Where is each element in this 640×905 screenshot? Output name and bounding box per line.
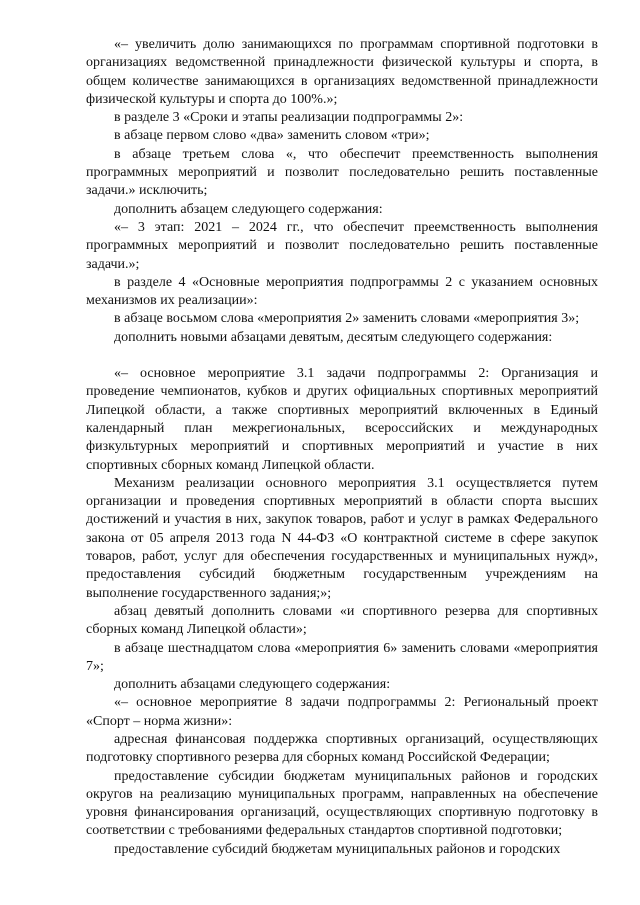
paragraph-17: предоставление субсидии бюджетам муниципальных районов и городских округов на реализацию муниципальных программ, направленных на обеспечение уровня финансирования организаций, осуществляющих спортивную подготовку в соответствии с требованиями федеральных стандартов спортивной подготовки; bbox=[86, 768, 598, 839]
paragraph-6: «– 3 этап: 2021 – 2024 гг., что обеспечит преемственность выполнения программных мероприятий и позволит последовательно решить поставленные задачи.»; bbox=[86, 219, 598, 272]
paragraph-12: абзац девятый дополнить словами «и спортивного резерва для спортивных сборных команд Липецкой области»; bbox=[86, 603, 598, 638]
paragraph-7: в разделе 4 «Основные мероприятия подпрограммы 2 с указанием основных механизмов их реализации»: bbox=[86, 274, 598, 309]
paragraph-2: в разделе 3 «Сроки и этапы реализации подпрограммы 2»: bbox=[114, 110, 464, 126]
paragraph-16: адресная финансовая поддержка спортивных организаций, осуществляющих подготовку спортивного резерва для сборных команд Российской Федерации; bbox=[86, 731, 598, 766]
paragraph-13: в абзаце шестнадцатом слова «мероприятия 6» заменить словами «мероприятия 7»; bbox=[86, 640, 598, 674]
paragraph-3: в абзаце первом слово «два» заменить словом «три»; bbox=[114, 128, 430, 144]
paragraph-4: в абзаце третьем слова «, что обеспечит преемственность выполнения программных мероприятий и позволит последовательно решить поставленные задачи.» исключить; bbox=[86, 146, 598, 199]
paragraph-10: «– основное мероприятие 3.1 задачи подпрограммы 2: Организация и проведение чемпионатов, кубков и других официальных спортивных мероприятий Липецкой области, а также спортивных мероприятий включенных в Единый календарный план межрегиональных, всероссийских и международных физкультурных мероприятий и спортивных мероприятий и участие в них спортивных сборных команд Липецкой области. bbox=[86, 366, 598, 473]
paragraph-5: дополнить абзацем следующего содержания: bbox=[114, 201, 383, 217]
paragraph-1: «– увеличить долю занимающихся по программам спортивной подготовки в организациях ведомственной принадлежности физической культуры и спорта, в общем количестве занимающихся в организациях ведомственной принадлежности физической культуры и спорта до 100%.»; bbox=[86, 37, 598, 107]
paragraph-15: «– основное мероприятие 8 задачи подпрограммы 2: Региональный проект «Спорт – норма жизни»: bbox=[86, 695, 598, 729]
paragraph-9: дополнить новыми абзацами девятым, десятым следующего содержания: bbox=[114, 329, 553, 345]
paragraph-8: в абзаце восьмом слова «мероприятия 2» заменить словами «мероприятия 3»; bbox=[114, 311, 580, 327]
paragraph-14: дополнить абзацами следующего содержания: bbox=[114, 677, 391, 693]
paragraph-18: предоставление субсидий бюджетам муниципальных районов и городских bbox=[114, 841, 561, 857]
paragraph-11: Механизм реализации основного мероприятия 3.1 осуществляется путем организации и проведения спортивных мероприятий в области спорта высших достижений и участия в них, закупок товаров, работ и услуг в рамках Федерального закона от 05 апреля 2013 года N 44-ФЗ «О контрактной системе в сфере закупок товаров, работ, услуг для обеспечения государственных и муниципальных нужд», предоставления субсидий бюджетным государственным учреждениям на выполнение государственного задания;»; bbox=[86, 475, 598, 601]
